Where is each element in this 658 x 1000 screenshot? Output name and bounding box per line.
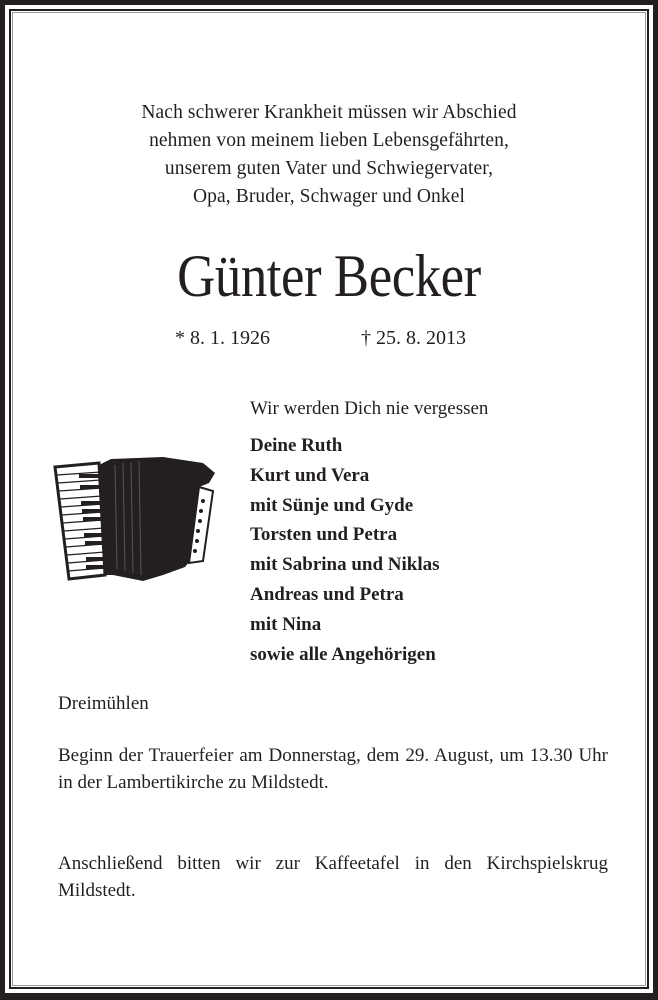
reception-notice: Anschließend bitten wir zur Kaffeetafel in den Kirchspielskrug Mildstedt. — [58, 853, 608, 901]
death-date: † 25. 8. 2013 — [361, 327, 466, 349]
signer: sowie alle Angehörigen — [250, 643, 436, 665]
place-name: Dreimühlen — [58, 693, 149, 714]
intro-line: unserem guten Vater und Schwiegervater, — [164, 158, 494, 179]
funeral-notice: Beginn der Trauerfeier am Donnerstag, dem 29. August, um 13.30 Uhr in der Lambertikirche zu Mildstedt. — [58, 745, 608, 793]
intro-line: nehmen von meinem lieben Lebensgefährten, — [149, 130, 509, 151]
deceased-name: Günter Becker — [177, 243, 481, 309]
signer: mit Sabrina und Niklas — [250, 554, 440, 576]
signers-list — [250, 431, 440, 669]
signer: mit Sünje und Gyde — [250, 494, 414, 516]
intro-text — [5, 99, 653, 211]
intro-line: Opa, Bruder, Schwager und Onkel — [193, 186, 465, 207]
signer: Kurt und Vera — [250, 464, 370, 486]
birth-date: * 8. 1. 1926 — [175, 327, 270, 349]
signer: Torsten und Petra — [250, 524, 398, 546]
motto-text: Wir werden Dich nie vergessen — [250, 398, 489, 419]
signer: Andreas und Petra — [250, 583, 404, 605]
signer: Deine Ruth — [250, 435, 343, 456]
signer: mit Nina — [250, 613, 322, 635]
obituary-card — [5, 5, 653, 993]
intro-line: Nach schwerer Krankheit müssen wir Abschied — [141, 102, 517, 123]
accordion-icon — [53, 457, 217, 581]
